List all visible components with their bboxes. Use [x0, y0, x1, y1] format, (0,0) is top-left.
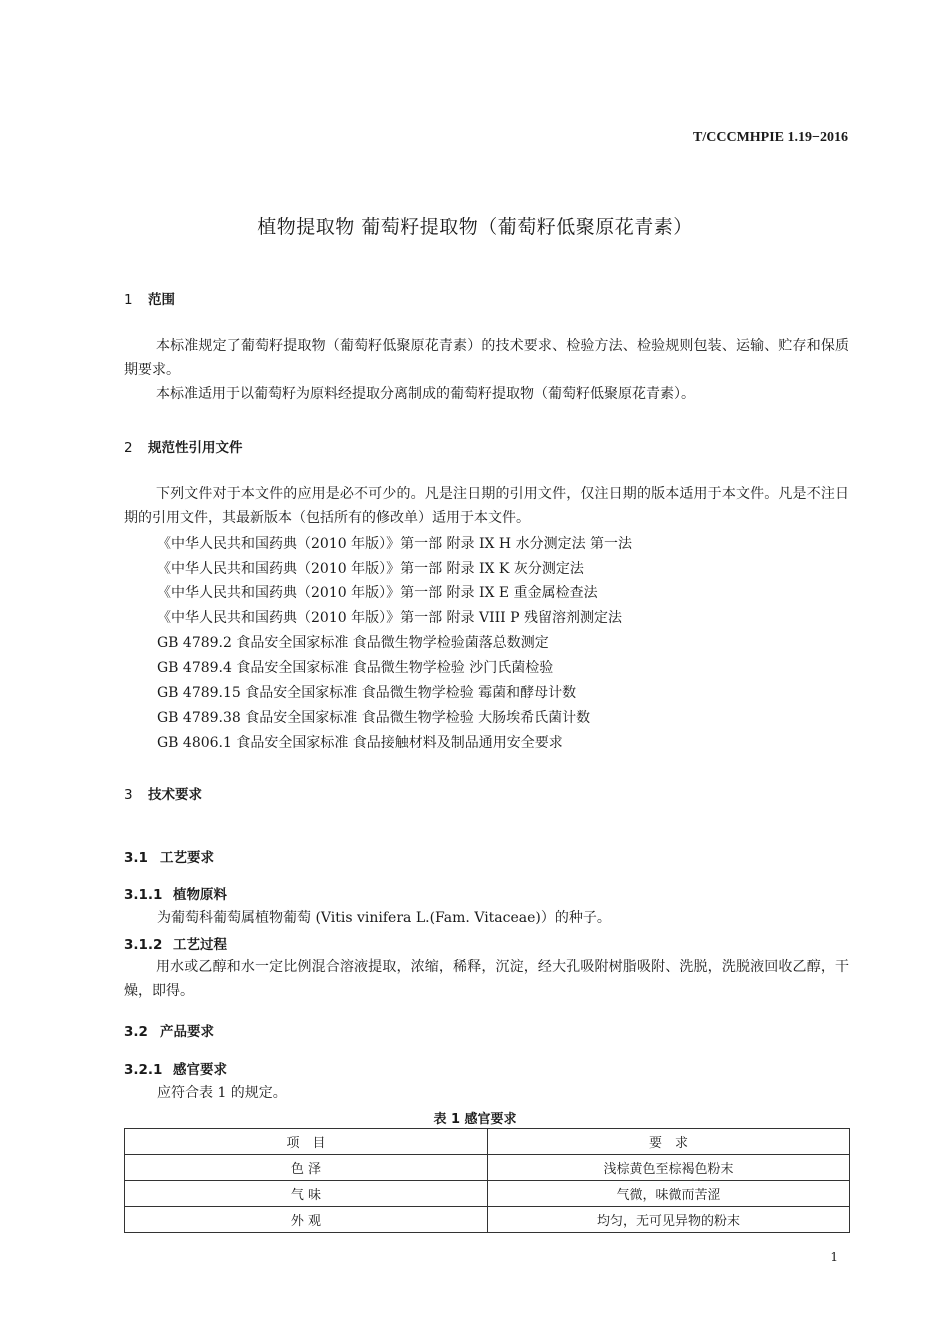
- table-header-row: [125, 1129, 850, 1155]
- section-number: 1: [124, 292, 133, 308]
- section-number: 3: [124, 787, 133, 803]
- section-title: 技术要求: [148, 787, 202, 803]
- section-title: 规范性引用文件: [148, 440, 243, 456]
- section-3-heading: [124, 783, 202, 803]
- section-title: 工艺过程: [173, 937, 227, 953]
- section-number: 3.1: [124, 850, 148, 866]
- paragraph: 用水或乙醇和水一定比例混合溶液提取，浓缩，稀释，沉淀，经大孔吸附树脂吸附、洗脱，洗脱液回收乙醇，干燥，即得。: [124, 959, 849, 999]
- section-number: 3.2.1: [124, 1062, 163, 1078]
- column-header: 项 目: [125, 1129, 488, 1155]
- table-cell: 浅棕黄色至棕褐色粉末: [488, 1155, 850, 1181]
- section-title: 范围: [148, 292, 175, 308]
- table-cell: 均匀，无可见异物的粉末: [488, 1207, 850, 1233]
- section-title: 产品要求: [160, 1024, 214, 1040]
- table-cell: 气 味: [125, 1181, 488, 1207]
- subsection-3-2-heading: [124, 1020, 214, 1040]
- paragraph: 应符合表 1 的规定。: [157, 1085, 287, 1101]
- reference-item: GB 4806.1 食品安全国家标准 食品接触材料及制品通用安全要求: [157, 735, 563, 751]
- section-2-heading: [124, 436, 243, 456]
- reference-item: GB 4789.2 食品安全国家标准 食品微生物学检验菌落总数测定: [157, 635, 549, 651]
- subsection-3-2-1-heading: [124, 1058, 227, 1078]
- section-number: 3.1.1: [124, 887, 163, 903]
- section-title: 植物原料: [173, 887, 227, 903]
- table-row: [125, 1155, 850, 1181]
- paragraph: 下列文件对于本文件的应用是必不可少的。凡是注日期的引用文件，仅注日期的版本适用于本文件。凡是不注日期的引用文件，其最新版本（包括所有的修改单）适用于本文件。: [124, 486, 849, 526]
- reference-item: GB 4789.38 食品安全国家标准 食品微生物学检验 大肠埃希氏菌计数: [157, 710, 591, 726]
- subsection-3-1-1-heading: [124, 883, 227, 903]
- table-cell: 外 观: [125, 1207, 488, 1233]
- page-number: 1: [830, 1250, 838, 1264]
- table-caption: 表 1 感官要求: [433, 1112, 517, 1127]
- sensory-requirements-table: [124, 1128, 850, 1233]
- paragraph: 本标准规定了葡萄籽提取物（葡萄籽低聚原花青素）的技术要求、检验方法、检验规则包装、运输、贮存和保质期要求。: [124, 338, 849, 378]
- reference-item: 《中华人民共和国药典（2010 年版）》第一部 附录 IX K 灰分测定法: [157, 561, 584, 577]
- document-title: 植物提取物 葡萄籽提取物（葡萄籽低聚原花青素）: [257, 216, 693, 238]
- column-header: 要 求: [488, 1129, 850, 1155]
- section-number: 3.1.2: [124, 937, 163, 953]
- paragraph: 为葡萄科葡萄属植物葡萄 (Vitis vinifera L.(Fam. Vitaceae)）的种子。: [157, 910, 611, 926]
- reference-item: 《中华人民共和国药典（2010 年版）》第一部 附录 IX H 水分测定法 第一法: [157, 536, 633, 552]
- standard-code: T/CCCMHPIE 1.19−2016: [693, 130, 848, 145]
- table-row: [125, 1181, 850, 1207]
- section-title: 感官要求: [173, 1062, 227, 1078]
- section-number: 2: [124, 440, 133, 456]
- reference-item: 《中华人民共和国药典（2010 年版）》第一部 附录 IX E 重金属检查法: [157, 585, 598, 601]
- section-number: 3.2: [124, 1024, 148, 1040]
- table-row: [125, 1207, 850, 1233]
- section-title: 工艺要求: [160, 850, 214, 866]
- reference-item: GB 4789.4 食品安全国家标准 食品微生物学检验 沙门氏菌检验: [157, 660, 554, 676]
- table-cell: 色 泽: [125, 1155, 488, 1181]
- reference-item: 《中华人民共和国药典（2010 年版）》第一部 附录 VIII P 残留溶剂测定法: [157, 610, 622, 626]
- subsection-3-1-2-heading: [124, 933, 227, 953]
- paragraph: 本标准适用于以葡萄籽为原料经提取分离制成的葡萄籽提取物（葡萄籽低聚原花青素）。: [156, 386, 695, 402]
- section-1-heading: [124, 288, 175, 308]
- subsection-3-1-heading: [124, 846, 214, 866]
- reference-item: GB 4789.15 食品安全国家标准 食品微生物学检验 霉菌和酵母计数: [157, 685, 577, 701]
- table-cell: 气微，味微而苦涩: [488, 1181, 850, 1207]
